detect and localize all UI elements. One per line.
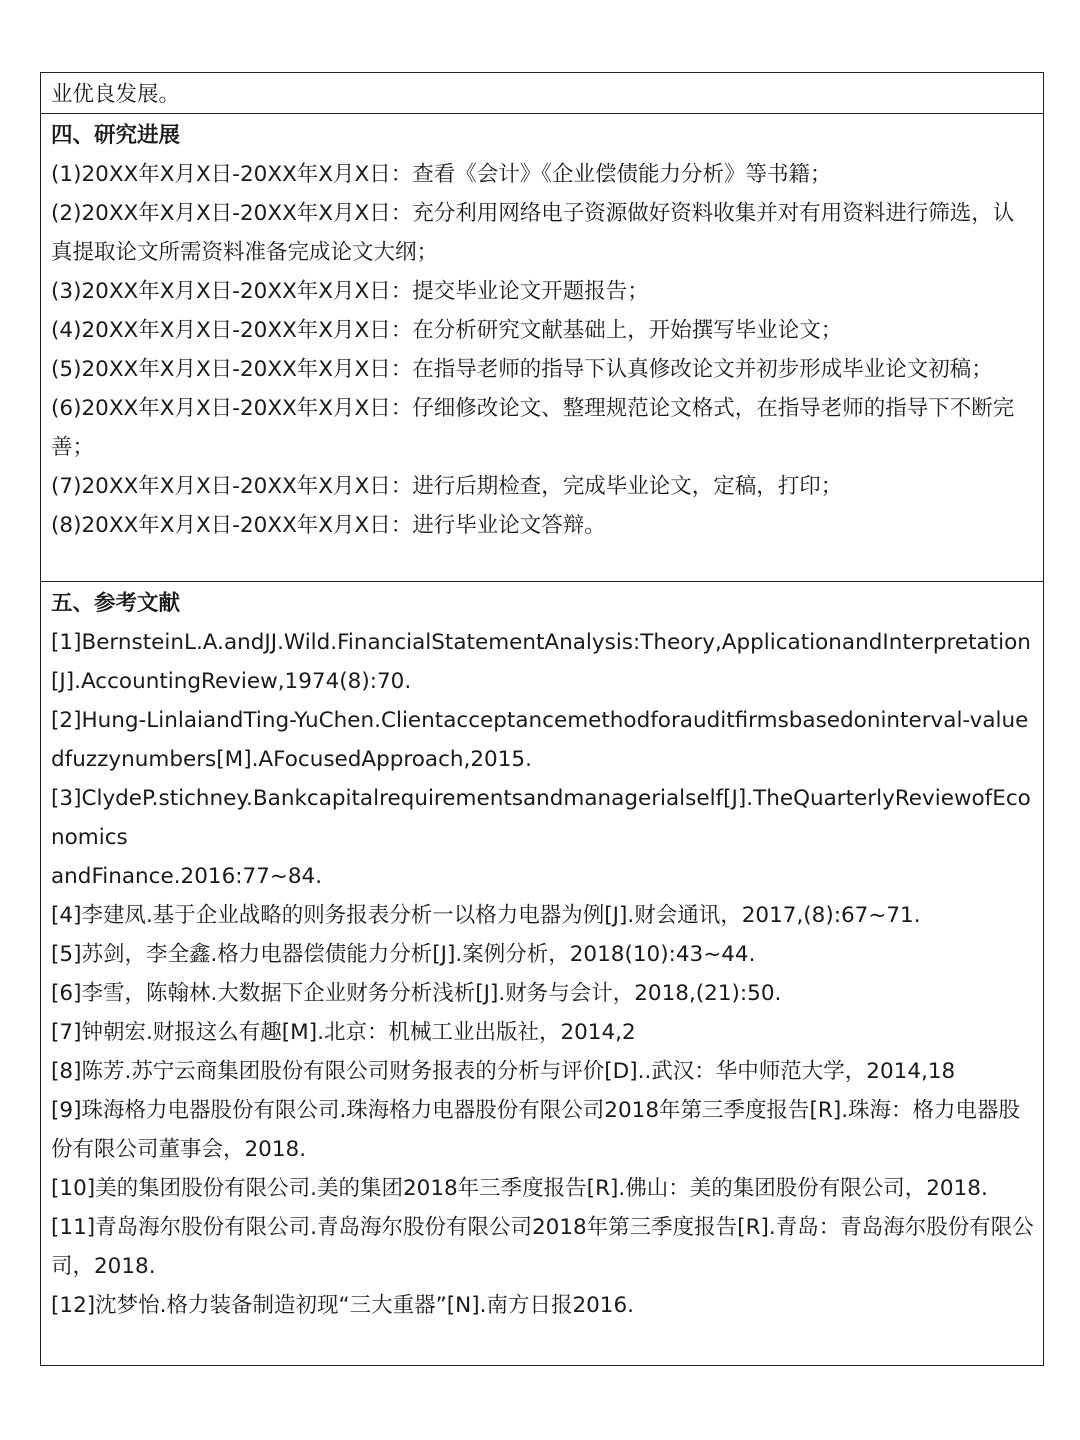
section-heading-references: 五、参考文献 — [51, 591, 181, 616]
progress-item: (6)20XX年X月X日-20XX年X月X日：仔细修改论文、整理规范论文格式，在指导老师的指导下不断完善； — [51, 396, 1015, 460]
table-cell-continuation — [41, 73, 1043, 113]
reference-item: [7]钟朝宏.财报这么有趣[M].北京：机械工业出版社，2014,2 — [51, 1020, 636, 1045]
progress-item: (1)20XX年X月X日-20XX年X月X日：查看《会计》《企业偿债能力分析》等书籍； — [51, 162, 832, 187]
table-cell-research-progress — [41, 113, 1043, 581]
progress-item: (5)20XX年X月X日-20XX年X月X日：在指导老师的指导下认真修改论文并初步形成毕业论文初稿； — [51, 357, 993, 382]
progress-item: (4)20XX年X月X日-20XX年X月X日：在分析研究文献基础上，开始撰写毕业论文； — [51, 318, 843, 343]
reference-item: [8]陈芳.苏宁云商集团股份有限公司财务报表的分析与评价[D]..武汉：华中师范大学，2014,18 — [51, 1059, 956, 1084]
continuation-text: 业优良发展。 — [51, 82, 181, 107]
reference-item: andFinance.2016:77~84. — [51, 864, 323, 889]
progress-item: (8)20XX年X月X日-20XX年X月X日：进行毕业论文答辩。 — [51, 513, 606, 538]
progress-item: (3)20XX年X月X日-20XX年X月X日：提交毕业论文开题报告； — [51, 279, 649, 304]
progress-item: (7)20XX年X月X日-20XX年X月X日：进行后期检查，完成毕业论文，定稿，打印； — [51, 474, 843, 499]
reference-item: [10]美的集团股份有限公司.美的集团2018年三季度报告[R].佛山：美的集团股份有限公司，2018. — [51, 1176, 988, 1201]
reference-item: [3]ClydeP.stichney.Bankcapitalrequirementsandmanagerialself[J].TheQuarterlyReviewofEconomics — [51, 786, 1031, 850]
reference-item: [2]Hung-LinlaiandTing-YuChen.Clientacceptancemethodforauditfirmsbasedoninterval-valuedfuzzynumbers[M].AFocusedApproach,2015. — [51, 708, 1029, 772]
reference-item: [5]苏剑，李全鑫.格力电器偿债能力分析[J].案例分析，2018(10):43~44. — [51, 942, 756, 967]
reference-item: [9]珠海格力电器股份有限公司.珠海格力电器股份有限公司2018年第三季度报告[R].珠海：格力电器股份有限公司董事会，2018. — [51, 1098, 1021, 1162]
progress-item: (2)20XX年X月X日-20XX年X月X日：充分利用网络电子资源做好资料收集并对有用资料进行筛选，认真提取论文所需资料准备完成论文大纲； — [51, 201, 1015, 265]
reference-item: [4]李建凤.基于企业战略的则务报表分析一以格力电器为例[J].财会通讯，2017,(8):67~71. — [51, 903, 921, 928]
reference-item: [11]青岛海尔股份有限公司.青岛海尔股份有限公司2018年第三季度报告[R].青岛：青岛海尔股份有限公司，2018. — [51, 1215, 1034, 1279]
reference-item: [12]沈梦怡.格力装备制造初现“三大重器”[N].南方日报2016. — [51, 1293, 634, 1318]
document-table — [40, 72, 1044, 1366]
table-cell-references — [41, 581, 1043, 1365]
reference-item: [6]李雪，陈翰林.大数据下企业财务分析浅析[J].财务与会计，2018,(21):50. — [51, 981, 782, 1006]
reference-item: [1]BernsteinL.A.andJJ.Wild.FinancialStatementAnalysis:Theory,ApplicationandInterpretation[J].AccountingReview,1974(8):70. — [51, 630, 1031, 694]
section-heading-progress: 四、研究进展 — [51, 123, 181, 148]
